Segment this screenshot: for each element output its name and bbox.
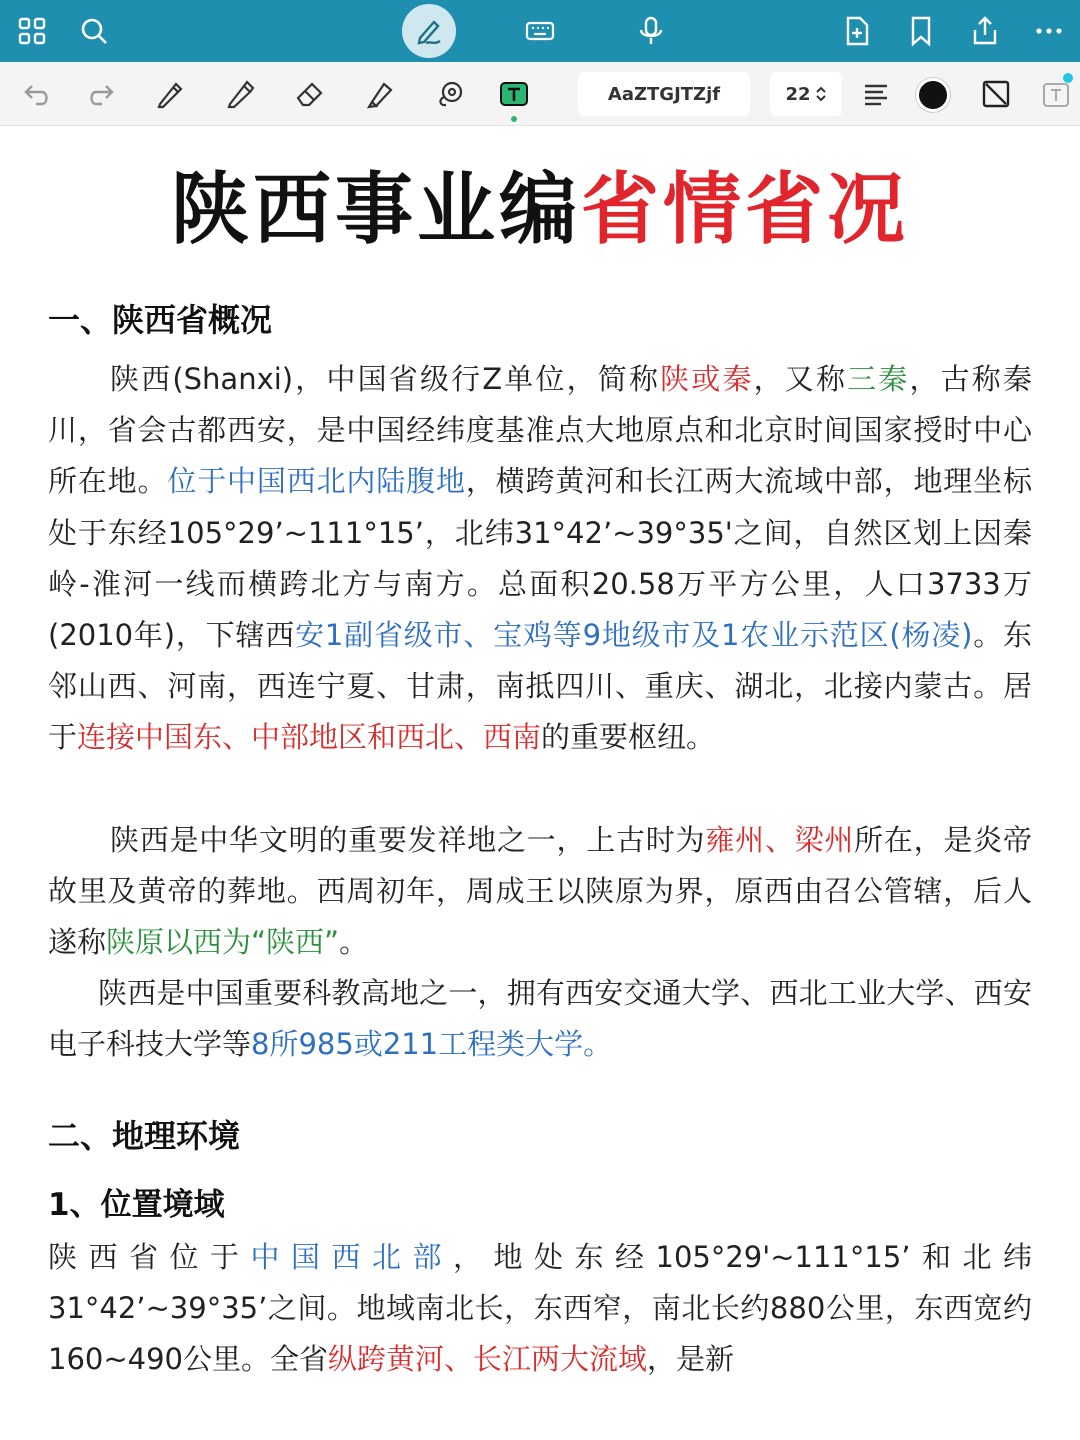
search-icon[interactable] [74,11,114,51]
title-red-part: 省情省况 [581,165,910,255]
redo-icon[interactable] [80,74,120,114]
text-box-style-icon[interactable] [976,74,1016,114]
page-title [0,160,1080,260]
handwriting-mode-button[interactable] [402,4,456,58]
paragraph-overview [48,354,1032,764]
text-run: 陕西是中国重要科教高地之一，拥有西安交通大学、西北工业大学、西安电子科技大学等 [48,976,1032,1062]
eraser-icon[interactable] [290,74,330,114]
text-run: 的重要枢纽。 [541,720,716,755]
app-top-bar [0,0,1080,62]
title-black-part: 陕西事业编 [170,165,581,255]
lasso-icon[interactable] [430,74,470,114]
add-page-icon[interactable] [837,11,877,51]
section-heading-overview: 一、陕西省概况 [48,301,273,339]
paragraph-history [48,815,1032,969]
text-run: 。东邻山西、河南，西连宁夏、甘肃，南抵四川、重庆、湖北，北接内蒙古。居于 [48,618,1033,755]
highlight-red: 陕或秦 [660,362,754,396]
highlighter-icon[interactable] [360,74,400,114]
text-run: ，是新 [647,1342,735,1377]
microphone-icon[interactable] [631,11,671,51]
text-run: 所在，是炎帝故里及黄帝的葬地。西周初年，周成王以陕原为界，原西由召公管辖，后人遂称 [48,823,1032,960]
bookmark-icon[interactable] [901,11,941,51]
more-options-icon[interactable] [1029,11,1069,51]
notification-dot [1063,73,1073,83]
highlight-blue: 中国西北部 [250,1240,453,1274]
highlight-blue: 安1副省级市、宝鸡等9地级市及1农业示范区(杨凌) [295,618,973,653]
text-run: 陕西省位于 [48,1240,251,1274]
highlight-green: 三秦 [847,362,910,396]
highlight-red: 纵跨黄河、长江两大流域 [328,1342,648,1377]
text-tool-icon[interactable] [494,74,534,114]
share-icon[interactable] [965,11,1005,51]
color-picker-swatch[interactable] [916,78,950,112]
highlight-red: 雍州、梁州 [705,823,855,857]
paragraph-location [48,1232,1032,1386]
pen-icon[interactable] [150,74,190,114]
stepper-arrows-icon [815,85,827,103]
text-run: ，横跨黄河和长江两大流域中部，地理坐标处于东经105°29’~111°15’，北纬31°42’~39°35'之间，自然区划上因秦岭-淮河一线而横跨北方与南方。总面积20.58万平方公里，人口3733万(2010年)，下辖西 [48,464,1032,653]
undo-icon[interactable] [18,74,58,114]
highlight-green: 陕原以西为“陕西” [106,925,340,960]
subsection-heading-location: 1、位置境域 [48,1187,225,1223]
keyboard-icon[interactable] [520,11,560,51]
text-run: 陕西是中华文明的重要发祥地之一，上古时为 [110,823,706,857]
font-size-selector[interactable] [770,72,842,116]
text-run: ，又称 [753,362,848,396]
active-tool-indicator [511,116,517,122]
text-run: 。 [339,925,369,960]
highlight-blue: 位于中国西北内陆腹地 [167,464,466,499]
pen-write-icon [412,14,446,48]
highlight-red: 连接中国东、中部地区和西北、西南 [77,720,542,755]
pencil-icon[interactable] [220,74,260,114]
highlight-blue: 8所985或211工程类大学。 [251,1027,613,1062]
text-run: ，古称秦川，省会古都西安，是中国经纬度基准点大地原点和北京时间国家授时中心所在地。 [48,362,1032,499]
font-selector[interactable]: AaZTGJTZjf [578,72,750,116]
align-left-icon[interactable] [856,74,896,114]
section-heading-geography: 二、地理环境 [48,1117,241,1155]
text-run: 陕西(Shanxi)，中国省级行Z单位，简称 [110,362,661,396]
paragraph-education [48,968,1032,1070]
text-run: ，地处东经105°29'~111°15’和北纬31°42’~39°35’之间。地域南北长，东西窄，南北长约880公里，东西宽约160~490公里。全省 [48,1240,1032,1377]
font-size-value: 22 [785,83,811,105]
grid-icon[interactable] [12,11,52,51]
